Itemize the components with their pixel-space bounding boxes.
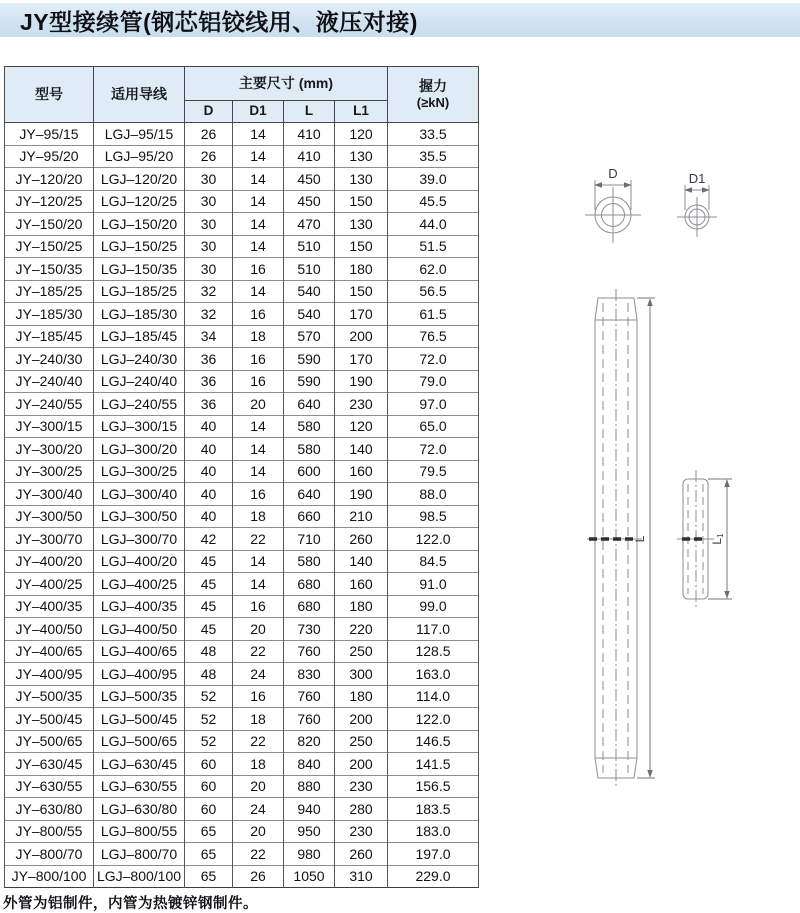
table-cell: 830: [284, 663, 335, 686]
table-cell: 60: [185, 775, 233, 798]
col-header-d: D: [185, 101, 233, 123]
table-cell: 146.5: [388, 730, 479, 753]
table-row: [5, 123, 479, 146]
table-row: [5, 235, 479, 258]
table-row: [5, 460, 479, 483]
table-cell: 88.0: [388, 483, 479, 506]
table-cell: LGJ–300/50: [94, 505, 185, 528]
label-d: D: [608, 166, 618, 181]
table-cell: 130: [335, 168, 388, 191]
table-cell: 36: [185, 370, 233, 393]
table-cell: LGJ–185/30: [94, 303, 185, 326]
table-cell: 40: [185, 460, 233, 483]
table-cell: 40: [185, 438, 233, 461]
table-cell: 880: [284, 775, 335, 798]
table-cell: LGJ–240/40: [94, 370, 185, 393]
table-cell: 580: [284, 415, 335, 438]
label-l: L: [633, 535, 647, 543]
table-cell: JY–300/15: [5, 415, 94, 438]
table-cell: 32: [185, 303, 233, 326]
table-cell: JY–300/40: [5, 483, 94, 506]
table-cell: LGJ–150/20: [94, 213, 185, 236]
table-cell: LGJ–185/25: [94, 280, 185, 303]
table-cell: 97.0: [388, 393, 479, 416]
table-cell: 36: [185, 393, 233, 416]
spec-table: [4, 66, 479, 888]
table-cell: 120: [335, 123, 388, 146]
table-cell: 26: [185, 123, 233, 146]
table-cell: 30: [185, 190, 233, 213]
table-row: [5, 145, 479, 168]
table-cell: 710: [284, 528, 335, 551]
table-cell: 950: [284, 820, 335, 843]
table-cell: 229.0: [388, 865, 479, 888]
table-cell: 36: [185, 348, 233, 371]
table-cell: JY–400/25: [5, 573, 94, 596]
table-cell: 45.5: [388, 190, 479, 213]
col-header-dimensions: 主要尺寸 (mm): [185, 67, 388, 101]
table-row: [5, 685, 479, 708]
table-cell: 65: [185, 820, 233, 843]
table-cell: 450: [284, 168, 335, 191]
table-cell: 128.5: [388, 640, 479, 663]
table-cell: 72.0: [388, 438, 479, 461]
table-cell: 140: [335, 438, 388, 461]
table-cell: 14: [233, 438, 284, 461]
table-cell: 450: [284, 190, 335, 213]
table-cell: 24: [233, 663, 284, 686]
table-cell: LGJ–500/45: [94, 708, 185, 731]
table-cell: 1050: [284, 865, 335, 888]
table-cell: 540: [284, 303, 335, 326]
table-cell: 32: [185, 280, 233, 303]
table-cell: LGJ–300/15: [94, 415, 185, 438]
table-cell: LGJ–400/35: [94, 595, 185, 618]
table-cell: 250: [335, 730, 388, 753]
table-cell: 200: [335, 753, 388, 776]
title-bar: [0, 3, 800, 37]
table-cell: 16: [233, 595, 284, 618]
table-cell: LGJ–400/25: [94, 573, 185, 596]
table-cell: 42: [185, 528, 233, 551]
table-cell: 18: [233, 325, 284, 348]
table-cell: 180: [335, 685, 388, 708]
table-cell: LGJ–300/20: [94, 438, 185, 461]
table-cell: 40: [185, 505, 233, 528]
table-cell: 510: [284, 235, 335, 258]
table-row: [5, 348, 479, 371]
table-row: [5, 730, 479, 753]
table-cell: 45: [185, 573, 233, 596]
table-cell: JY–95/15: [5, 123, 94, 146]
table-cell: 16: [233, 348, 284, 371]
table-cell: JY–500/65: [5, 730, 94, 753]
table-cell: 30: [185, 235, 233, 258]
table-cell: 30: [185, 258, 233, 281]
table-cell: 22: [233, 640, 284, 663]
table-row: [5, 415, 479, 438]
table-row: [5, 505, 479, 528]
table-cell: 52: [185, 685, 233, 708]
table-cell: 510: [284, 258, 335, 281]
table-cell: 24: [233, 798, 284, 821]
table-cell: 22: [233, 528, 284, 551]
table-cell: 200: [335, 708, 388, 731]
col-header-d1: D1: [233, 101, 284, 123]
table-cell: 16: [233, 258, 284, 281]
table-cell: 640: [284, 483, 335, 506]
table-cell: 14: [233, 145, 284, 168]
table-cell: 44.0: [388, 213, 479, 236]
table-cell: JY–500/35: [5, 685, 94, 708]
table-cell: 61.5: [388, 303, 479, 326]
table-cell: JY–240/30: [5, 348, 94, 371]
table-cell: 65.0: [388, 415, 479, 438]
table-row: [5, 820, 479, 843]
page-title: JY型接续管(钢芯铝铰线用、液压对接): [20, 8, 418, 35]
table-cell: JY–120/25: [5, 190, 94, 213]
table-row: [5, 550, 479, 573]
cross-section-d1-drawing: [677, 185, 717, 237]
table-cell: 16: [233, 483, 284, 506]
table-cell: 190: [335, 483, 388, 506]
table-cell: LGJ–120/25: [94, 190, 185, 213]
table-cell: 14: [233, 280, 284, 303]
table-cell: JY–185/25: [5, 280, 94, 303]
table-cell: LGJ–500/35: [94, 685, 185, 708]
table-cell: 150: [335, 235, 388, 258]
table-cell: 680: [284, 595, 335, 618]
table-cell: 98.5: [388, 505, 479, 528]
table-row: [5, 708, 479, 731]
table-cell: 410: [284, 123, 335, 146]
table-cell: JY–400/95: [5, 663, 94, 686]
table-cell: JY–240/40: [5, 370, 94, 393]
table-cell: 14: [233, 123, 284, 146]
table-cell: LGJ–185/45: [94, 325, 185, 348]
table-cell: 40: [185, 483, 233, 506]
table-cell: 183.0: [388, 820, 479, 843]
table-cell: 260: [335, 843, 388, 866]
table-cell: 65: [185, 865, 233, 888]
table-cell: LGJ–300/70: [94, 528, 185, 551]
table-cell: 141.5: [388, 753, 479, 776]
table-cell: LGJ–630/55: [94, 775, 185, 798]
table-cell: 570: [284, 325, 335, 348]
table-cell: 190: [335, 370, 388, 393]
table-cell: 210: [335, 505, 388, 528]
table-row: [5, 280, 479, 303]
table-cell: 14: [233, 168, 284, 191]
table-cell: JY–400/20: [5, 550, 94, 573]
table-cell: JY–120/20: [5, 168, 94, 191]
table-cell: LGJ–300/25: [94, 460, 185, 483]
table-cell: 22: [233, 730, 284, 753]
table-cell: 580: [284, 438, 335, 461]
table-cell: JY–240/55: [5, 393, 94, 416]
table-cell: 410: [284, 145, 335, 168]
table-cell: 183.5: [388, 798, 479, 821]
grip-label-line2: (≥kN): [416, 95, 450, 111]
table-cell: 48: [185, 640, 233, 663]
table-cell: 40: [185, 415, 233, 438]
table-cell: 470: [284, 213, 335, 236]
table-cell: JY–400/35: [5, 595, 94, 618]
table-cell: JY–800/70: [5, 843, 94, 866]
table-cell: 260: [335, 528, 388, 551]
table-cell: 300: [335, 663, 388, 686]
table-cell: 163.0: [388, 663, 479, 686]
table-cell: LGJ–500/65: [94, 730, 185, 753]
table-cell: 180: [335, 258, 388, 281]
cross-section-d-drawing: [585, 180, 641, 243]
table-cell: JY–800/100: [5, 865, 94, 888]
table-row: [5, 213, 479, 236]
table-cell: 230: [335, 820, 388, 843]
table-row: [5, 303, 479, 326]
table-cell: 72.0: [388, 348, 479, 371]
table-cell: 45: [185, 595, 233, 618]
table-cell: 30: [185, 213, 233, 236]
table-cell: LGJ–150/35: [94, 258, 185, 281]
table-cell: 65: [185, 843, 233, 866]
table-cell: 160: [335, 573, 388, 596]
table-cell: 660: [284, 505, 335, 528]
table-cell: LGJ–800/55: [94, 820, 185, 843]
table-cell: JY–500/45: [5, 708, 94, 731]
table-row: [5, 168, 479, 191]
table-cell: 114.0: [388, 685, 479, 708]
table-cell: 14: [233, 550, 284, 573]
table-row: [5, 618, 479, 641]
table-cell: 14: [233, 415, 284, 438]
table-cell: 840: [284, 753, 335, 776]
table-cell: 45: [185, 618, 233, 641]
table-cell: 52: [185, 730, 233, 753]
grip-label-line1: 握力: [419, 77, 447, 94]
table-cell: 99.0: [388, 595, 479, 618]
table-row: [5, 190, 479, 213]
table-cell: 170: [335, 303, 388, 326]
table-cell: JY–300/20: [5, 438, 94, 461]
table-body: [5, 123, 479, 888]
table-cell: LGJ–630/80: [94, 798, 185, 821]
table-cell: JY–150/25: [5, 235, 94, 258]
table-row: [5, 483, 479, 506]
col-header-conductor: 适用导线: [94, 67, 185, 123]
table-cell: JY–630/80: [5, 798, 94, 821]
table-cell: JY–95/20: [5, 145, 94, 168]
table-cell: LGJ–120/20: [94, 168, 185, 191]
table-cell: 34: [185, 325, 233, 348]
table-cell: 79.5: [388, 460, 479, 483]
table-cell: 220: [335, 618, 388, 641]
table-cell: 14: [233, 573, 284, 596]
table-cell: 79.0: [388, 370, 479, 393]
table-cell: 170: [335, 348, 388, 371]
table-cell: 590: [284, 348, 335, 371]
table-cell: 16: [233, 685, 284, 708]
table-cell: 45: [185, 550, 233, 573]
table-cell: 197.0: [388, 843, 479, 866]
table-cell: 33.5: [388, 123, 479, 146]
table-header: [5, 67, 479, 123]
table-cell: 310: [335, 865, 388, 888]
table-cell: 280: [335, 798, 388, 821]
table-row: [5, 663, 479, 686]
table-cell: 14: [233, 213, 284, 236]
table-cell: 130: [335, 145, 388, 168]
table-row: [5, 258, 479, 281]
table-cell: LGJ–95/15: [94, 123, 185, 146]
table-cell: 22: [233, 843, 284, 866]
table-cell: JY–150/35: [5, 258, 94, 281]
table-cell: JY–300/25: [5, 460, 94, 483]
table-cell: 820: [284, 730, 335, 753]
table-row: [5, 528, 479, 551]
table-cell: 84.5: [388, 550, 479, 573]
table-cell: 760: [284, 708, 335, 731]
table-cell: 18: [233, 708, 284, 731]
table-cell: 62.0: [388, 258, 479, 281]
table-cell: 39.0: [388, 168, 479, 191]
table-cell: 20: [233, 820, 284, 843]
table-cell: JY–630/45: [5, 753, 94, 776]
table-row: [5, 843, 479, 866]
table-cell: 16: [233, 370, 284, 393]
table-cell: JY–630/55: [5, 775, 94, 798]
table-cell: JY–150/20: [5, 213, 94, 236]
table-cell: 150: [335, 190, 388, 213]
table-row: [5, 753, 479, 776]
table-cell: 56.5: [388, 280, 479, 303]
table-row: [5, 393, 479, 416]
table-cell: JY–400/65: [5, 640, 94, 663]
table-cell: 117.0: [388, 618, 479, 641]
table-cell: 130: [335, 213, 388, 236]
table-cell: 640: [284, 393, 335, 416]
table-cell: 14: [233, 460, 284, 483]
table-row: [5, 325, 479, 348]
col-header-l1: L1: [335, 101, 388, 123]
table-cell: JY–300/70: [5, 528, 94, 551]
table-cell: 18: [233, 753, 284, 776]
table-cell: 180: [335, 595, 388, 618]
table-cell: 140: [335, 550, 388, 573]
col-header-grip: [388, 67, 479, 123]
table-cell: 600: [284, 460, 335, 483]
technical-drawing: [556, 158, 800, 838]
table-cell: JY–400/50: [5, 618, 94, 641]
table-cell: 122.0: [388, 528, 479, 551]
table-cell: 26: [185, 145, 233, 168]
table-cell: 230: [335, 393, 388, 416]
table-cell: 940: [284, 798, 335, 821]
table-cell: JY–185/45: [5, 325, 94, 348]
table-cell: 150: [335, 280, 388, 303]
label-d1: D1: [688, 171, 706, 186]
table-cell: 20: [233, 775, 284, 798]
table-cell: 60: [185, 753, 233, 776]
table-cell: 590: [284, 370, 335, 393]
table-cell: LGJ–240/55: [94, 393, 185, 416]
table-cell: LGJ–800/70: [94, 843, 185, 866]
table-cell: 580: [284, 550, 335, 573]
table-cell: 48: [185, 663, 233, 686]
table-cell: 52: [185, 708, 233, 731]
table-cell: 200: [335, 325, 388, 348]
table-cell: 91.0: [388, 573, 479, 596]
table-cell: LGJ–630/45: [94, 753, 185, 776]
footnote: 外管为铝制件，内管为热镀锌钢制件。: [3, 896, 258, 912]
table-cell: 76.5: [388, 325, 479, 348]
table-cell: 51.5: [388, 235, 479, 258]
table-cell: LGJ–400/95: [94, 663, 185, 686]
table-cell: 540: [284, 280, 335, 303]
table-cell: JY–800/55: [5, 820, 94, 843]
table-cell: 980: [284, 843, 335, 866]
table-cell: 14: [233, 235, 284, 258]
table-cell: 18: [233, 505, 284, 528]
table-cell: 14: [233, 190, 284, 213]
table-row: [5, 640, 479, 663]
table-row: [5, 438, 479, 461]
table-cell: JY–185/30: [5, 303, 94, 326]
table-cell: 160: [335, 460, 388, 483]
table-row: [5, 798, 479, 821]
table-cell: 35.5: [388, 145, 479, 168]
table-row: [5, 370, 479, 393]
table-row: [5, 865, 479, 888]
label-l1: L1: [710, 533, 725, 545]
table-cell: LGJ–150/25: [94, 235, 185, 258]
table-cell: 250: [335, 640, 388, 663]
table-cell: LGJ–400/50: [94, 618, 185, 641]
col-header-model: 型号: [5, 67, 94, 123]
table-cell: 760: [284, 685, 335, 708]
table-cell: 730: [284, 618, 335, 641]
table-cell: 156.5: [388, 775, 479, 798]
table-cell: LGJ–800/100: [94, 865, 185, 888]
table-cell: LGJ–400/20: [94, 550, 185, 573]
table-cell: 760: [284, 640, 335, 663]
table-row: [5, 573, 479, 596]
col-header-l: L: [284, 101, 335, 123]
table-cell: 20: [233, 393, 284, 416]
table-cell: 30: [185, 168, 233, 191]
table-cell: LGJ–240/30: [94, 348, 185, 371]
table-cell: 60: [185, 798, 233, 821]
table-cell: LGJ–400/65: [94, 640, 185, 663]
table-row: [5, 775, 479, 798]
table-cell: 120: [335, 415, 388, 438]
table-cell: 16: [233, 303, 284, 326]
table-cell: 26: [233, 865, 284, 888]
table-cell: 680: [284, 573, 335, 596]
table-cell: 122.0: [388, 708, 479, 731]
table-row: [5, 595, 479, 618]
table-cell: 20: [233, 618, 284, 641]
table-cell: JY–300/50: [5, 505, 94, 528]
table-cell: LGJ–95/20: [94, 145, 185, 168]
table-cell: 230: [335, 775, 388, 798]
table-cell: LGJ–300/40: [94, 483, 185, 506]
